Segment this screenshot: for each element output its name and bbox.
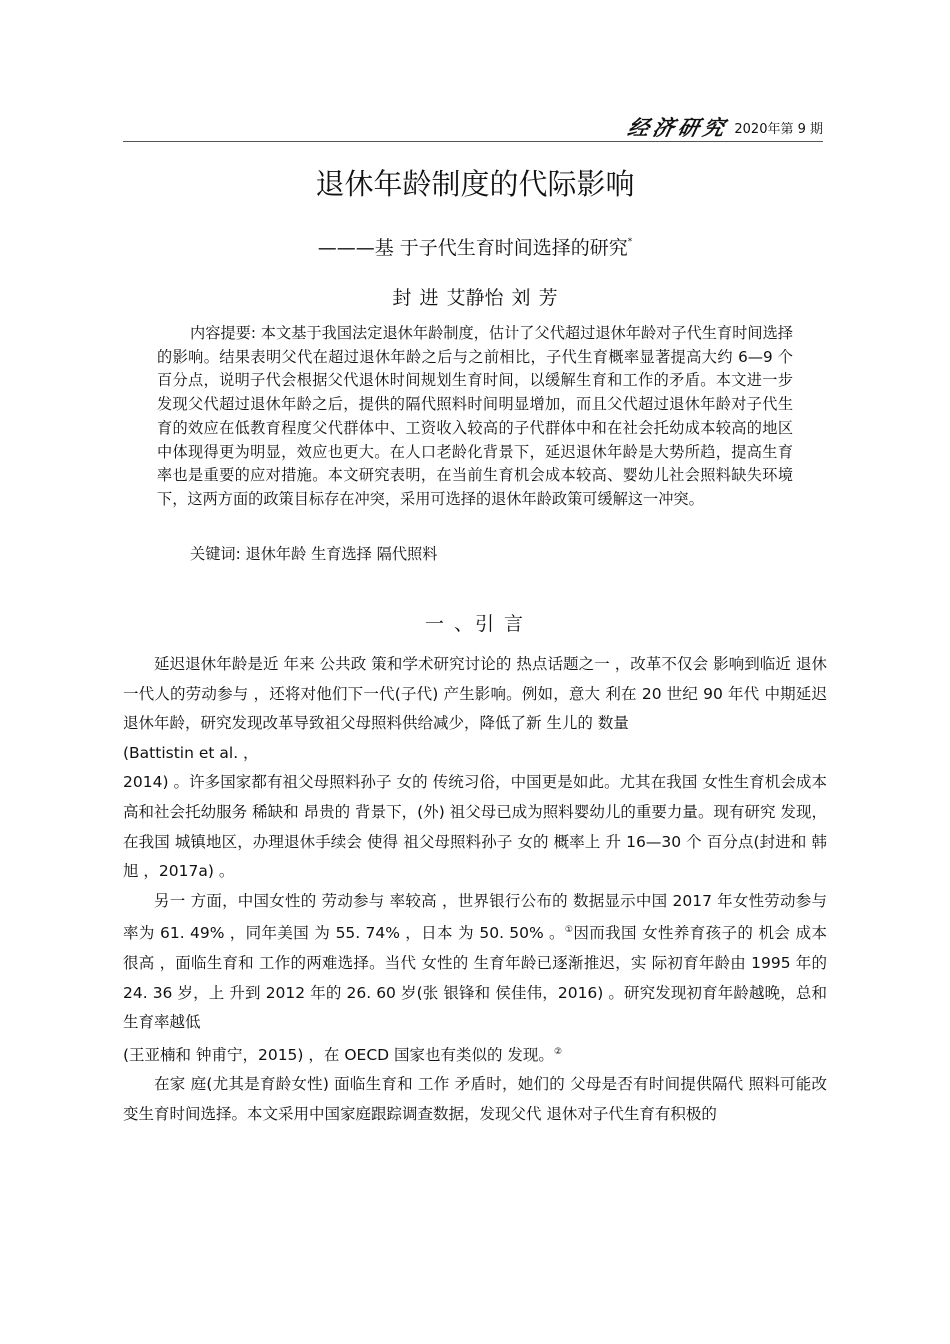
abstract-label: 内容提要: <box>190 324 261 342</box>
section-heading: 一 、引 言 <box>424 613 526 635</box>
abstract-text: 本文基于我国法定退休年龄制度，估计了父代超过退休年龄对子代生育时间选择的影响。结果表明父代在超过退休年龄之后与之前相比，子代生育概率显著提高大约 6—9 个百分点，说明子代会根据父代退休时间规划生育时间，以缓解生育和工作的矛盾。本文进一步发现父代超过退休年龄之后，提供的隔代照料时间明显增加，而且父代超过退休年龄对子代生育的效应在低教育程度父代群体中、工资收入较高的子代群体中和在社会托幼成本较高的地区中体现得更为明显，效应也更大。在人口老龄化背景下，延迟退休年龄是大势所趋，提高生育率也是重要的应对措施。本文研究表明，在当前生育机会成本较高、婴幼儿社会照料缺失环境下，这两方面的政策目标存在冲突，采用可选择的退休年龄政策可缓解这一冲突。 <box>157 324 793 508</box>
keywords-list: 退休年龄 生育选择 隔代照料 <box>245 545 438 563</box>
body-paragraph-2-cont <box>123 1038 827 1071</box>
subtitle-text: ———基 于子代生育时间选择的研究 <box>317 237 628 259</box>
keywords-label: 关键词: <box>190 545 246 563</box>
article-authors: 封 进 艾静怡 刘 芳 <box>392 287 558 309</box>
issue-number: 2020年第 9 期 <box>734 122 823 137</box>
running-header <box>123 112 823 142</box>
paragraph-2-text-b: 因而我国 女性养育孩子的 机会 成本 很高 ，面临生育和 工作的两难选择。当代 女性的 生育年龄已逐渐推迟，实 际初育年龄由 1995 年的 24. 36 岁，上 升到 2012 年的 26. 60 岁(张 银锋和 侯佳伟，2016) 。研究发现初育年龄越晚，总和 生育率越低 <box>123 924 827 1032</box>
abstract <box>157 322 793 512</box>
footnote-ref-1[interactable]: ① <box>564 925 574 936</box>
keywords <box>190 542 437 566</box>
body-text <box>123 650 827 1130</box>
journal-logo: 经济研究 <box>625 115 732 140</box>
article-title: 退休年龄制度的代际影响 <box>315 167 635 201</box>
paragraph-2-text-a: 另一 方面，中国女性的 劳动参与 率较高 ，世界银行公布的 数据显示中国 2017 年女性劳动参与率为 61. 49% ，同年美国 为 55. 74% ，日本 为 50. 50% 。 <box>123 891 827 943</box>
body-paragraph-3: 在家 庭(尤其是育龄女性) 面临生育和 工作 矛盾时，她们的 父母是否有时间提供隔代 照料可能改变生育时间选择。本文采用中国家庭跟踪调查数据，发现父代 退休对子代生育有积极的 <box>123 1075 827 1123</box>
funding-footnote-mark[interactable]: * <box>627 237 633 247</box>
paragraph-2-text-c: (王亚楠和 钟甫宁，2015) ，在 OECD 国家也有类似的 发现。 <box>123 1045 554 1064</box>
article-subtitle <box>0 228 950 262</box>
body-paragraph-1: 延迟退休年龄是近 年来 公共政 策和学术研究讨论的 热点话题之一 ，改革不仅会 影响到临近 退休一代人的劳动参与 ，还将对他们下一代(子代) 产生影响。例如，意大 利在 20 世纪 90 年代 中期延迟退休年龄，研究发现改革导致祖父母照料供给减少，降低了新 生儿的 数量 <box>123 655 827 733</box>
body-paragraph-1-cont: 2014) 。许多国家都有祖父母照料孙子 女的 传统习俗，中国更是如此。尤其在我国 女性生育机会成本高和社会托幼服务 稀缺和 昂贵的 背景下，(外) 祖父母已成为照料婴幼儿的重要力量。现有研究 发现，在我国 城镇地区，办理退休手续会 使得 祖父母照料孙子 女的 概率上 升 16—30 个 百分点(封进和 韩旭 ，2017a) 。 <box>123 773 827 881</box>
journal-masthead <box>625 115 823 140</box>
footnote-ref-2[interactable]: ② <box>553 1046 563 1057</box>
abstract-paragraph <box>157 322 793 512</box>
citation-line: (Battistin et al. ， <box>123 743 259 762</box>
header-rule <box>123 141 823 142</box>
body-paragraph-2 <box>123 887 827 1038</box>
